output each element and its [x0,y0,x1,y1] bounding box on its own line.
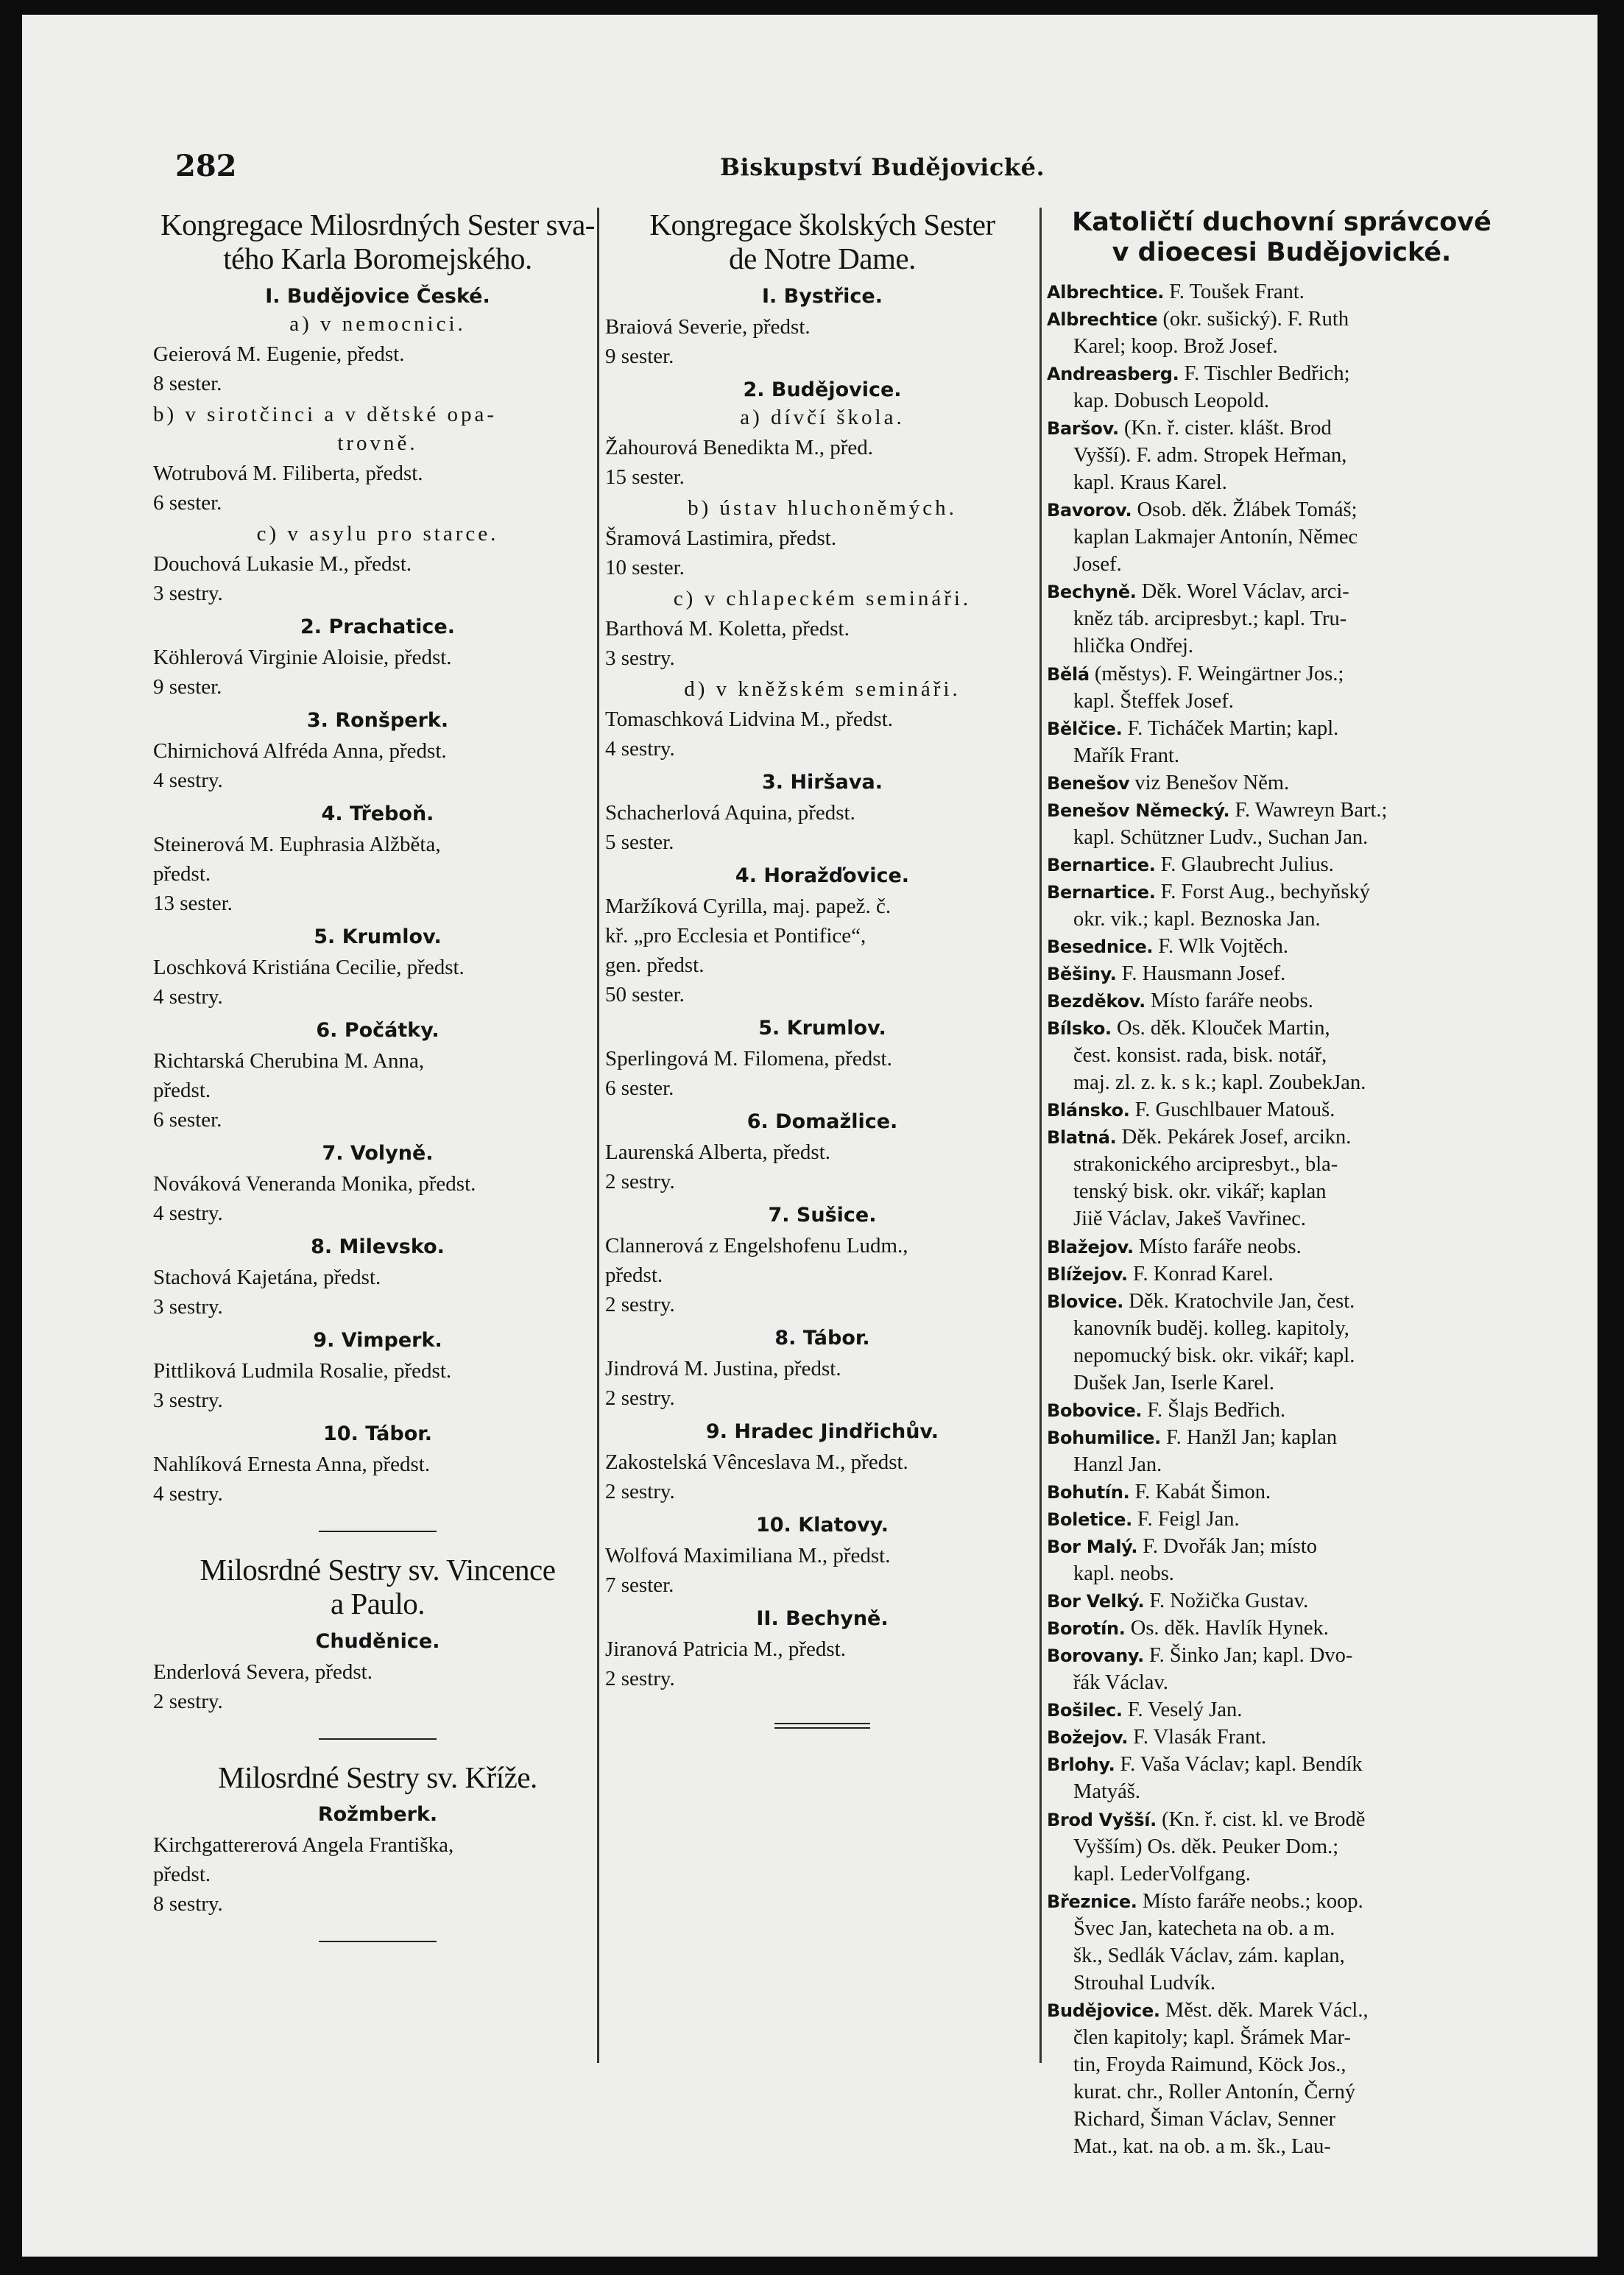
parish-entry [1047,1288,1517,1397]
text-line: 2 sestry. [605,1667,675,1691]
parish-name: Bílsko. [1047,1018,1112,1040]
entry-text: tenský bisk. okr. vikář; kaplan [1073,1180,1327,1204]
subsection-label: a) v nemocnici. [289,311,466,336]
entry-text: Strouhal Ludvík. [1073,1971,1216,1994]
text-line: Barthová M. Koletta, předst. [605,616,850,641]
text-line: 3 sestry. [153,1294,223,1319]
entry-text: kapl. Kraus Karel. [1073,471,1227,495]
entry-text: tin, Froyda Raimund, Köck Jos., [1073,2053,1346,2076]
entry-text: kapl. LederVolfgang. [1073,1862,1251,1886]
column-left [153,208,602,1963]
text-line: Jiranová Patricia M., předst. [605,1637,846,1662]
text-line: 2 sestry. [605,1480,675,1504]
text-line: 6 sester. [153,490,222,515]
parish-name: Blovice. [1047,1291,1124,1312]
text-line: 50 sester. [605,982,685,1006]
text-line: Schacherlová Aquina, předst. [605,800,855,825]
parish-name: Bezděkov. [1047,991,1145,1012]
text-line: Wotrubová M. Filiberta, předst. [153,461,423,485]
entry-text: okr. vik.; kapl. Beznoska Jan. [1073,907,1321,931]
text-line: předst. [153,861,211,886]
text-line: 4 sestry. [605,736,675,761]
parish-name: Bor Velký. [1047,1591,1145,1612]
text-line: Tomaschková Lidvina M., předst. [605,707,894,731]
section-heading: 6. Počátky. [316,1018,439,1042]
entry-text: Místo faráře neobs. [1138,1235,1302,1258]
text-line: Richtarská Cherubina M. Anna, [153,1048,425,1073]
subsection-label: a) dívčí škola. [740,405,905,429]
entry-text: F. Veselý Jan. [1127,1699,1243,1722]
parish-name: Bernartice. [1047,854,1156,875]
text-line: Chirnichová Alfréda Anna, předst. [153,738,447,763]
parish-entry [1047,1642,1517,1696]
entry-text: hlička Ondřej. [1073,635,1194,658]
text-line: Pittliková Ludmila Rosalie, předst. [153,1359,452,1383]
entry-text: Hanzl Jan. [1073,1453,1162,1476]
section-heading: Chuděnice. [315,1629,440,1653]
section-heading: 8. Tábor. [774,1327,870,1350]
subsection-label: b) ústav hluchoněmých. [688,495,957,520]
text-line: 2 sestry. [605,1169,675,1193]
text-line: 5 sester. [605,830,674,854]
parish-name: Bavorov. [1047,500,1132,521]
parish-entry [1047,1888,1517,1997]
end-rule [774,1723,870,1729]
parish-entry [1047,1615,1517,1642]
entry-text: čest. konsist. rada, bisk. notář, [1073,1044,1327,1068]
subsection-label: c) v asylu pro starce. [256,521,499,546]
parish-name: Borovany. [1047,1646,1144,1667]
column-right [1047,208,1517,2160]
text-line: 3 sestry. [605,646,675,670]
entry-text: Vyšším) Os. děk. Peuker Dom.; [1073,1835,1339,1858]
text-line: 2 sestry. [605,1386,675,1411]
text-line: Braiová Severie, předst. [605,314,811,339]
section-heading: 3. Hiršava. [762,770,883,794]
entry-text: F. Vaša Václav; kapl. Bendík [1120,1753,1363,1777]
section-heading: 7. Volyně. [322,1141,434,1165]
section-heading: I. Budějovice České. [265,284,490,308]
text-line: 3 sestry. [153,1389,223,1413]
section-heading: 5. Krumlov. [314,925,442,948]
text-line: 6 sester. [153,1107,222,1132]
entry-text: Richard, Šiman Václav, Senner [1073,2108,1336,2131]
parish-entry [1047,1696,1517,1724]
parish-entry [1047,1015,1517,1096]
congregation-title: Kongregace Milosrdných Sester sva- tého Karla Boromejského. [160,208,595,276]
entry-text: Josef. [1073,553,1122,576]
parish-entry [1047,360,1517,415]
entry-text: Děk. Pekárek Josef, arcikn. [1121,1126,1352,1149]
parish-name: Blažejov. [1047,1236,1134,1258]
entry-text: Děk. Kratochvile Jan, čest. [1129,1289,1355,1313]
parish-name: Březnice. [1047,1891,1137,1912]
running-title: Biskupství Budějovické. [720,153,1045,181]
parish-name: Andreasberg. [1047,364,1179,385]
section-heading: I. Bystřice. [761,284,883,308]
text-line: Nováková Veneranda Monika, předst. [153,1171,476,1196]
entry-text: F. Konrad Karel. [1132,1262,1274,1285]
parish-entry [1047,1397,1517,1424]
parish-entry [1047,415,1517,496]
parish-name: Bechyně. [1047,582,1137,603]
parish-entry [1047,1806,1517,1888]
text-line: Geierová M. Eugenie, předst. [153,342,405,366]
entry-text: člen kapitoly; kapl. Šrámek Mar- [1073,2025,1351,2049]
running-header [175,149,1132,193]
entry-text: řák Václav. [1073,1671,1168,1695]
text-line: 9 sester. [605,344,674,368]
parish-entry [1047,960,1517,987]
entry-text: kap. Dobusch Leopold. [1073,389,1269,413]
entry-text: Děk. Worel Václav, arci- [1141,580,1349,604]
text-line: Douchová Lukasie M., předst. [153,551,412,576]
parish-name: Budějovice. [1047,2000,1160,2021]
entry-text: (Kn. ř. cister. klášt. Brod [1123,417,1332,440]
parish-entry [1047,1724,1517,1751]
congregation-title: Milosrdné Sestry sv. Vincence a Paulo. [200,1553,556,1621]
text-line: 6 sester. [605,1076,674,1100]
entry-text: Místo faráře neobs.; koop. [1142,1889,1363,1913]
entry-text: F. Vlasák Frant. [1133,1726,1267,1749]
entry-text: F. Hanžl Jan; kaplan [1166,1425,1338,1449]
text-line: Wolfová Maximiliana M., předst. [605,1544,891,1568]
section-heading: 3. Ronšperk. [306,708,449,732]
text-line: 4 sestry. [153,768,223,792]
entry-text: (městys). F. Weingärtner Jos.; [1094,662,1344,685]
section-heading: 9. Vimperk. [313,1329,442,1352]
section-heading: 4. Třeboň. [321,802,434,825]
entry-text: F. Feigl Jan. [1137,1507,1240,1531]
parish-name: Brlohy. [1047,1754,1115,1776]
entry-text: kanovník buděj. kolleg. kapitoly, [1073,1316,1349,1340]
parish-name: Blatná. [1047,1127,1117,1149]
section-heading: 2. Budějovice. [743,378,902,401]
text-line: 3 sestry. [153,581,223,605]
entry-text: Vyšší). F. adm. Stropek Heřman, [1073,444,1347,468]
parish-entry [1047,1997,1517,2160]
subsection-label: c) v chlapeckém semináři. [673,586,972,610]
section-divider [319,1531,437,1532]
subsection-label: trovně. [337,431,418,455]
parish-name: Bělá [1047,663,1090,685]
entry-text: F. Kabát Šimon. [1134,1480,1271,1503]
text-line: Laurenská Alberta, předst. [605,1140,831,1164]
entry-text: Švec Jan, katecheta na ob. a m. [1073,1916,1335,1940]
entry-text: strakonického arcipresbyt., bla- [1073,1153,1338,1177]
entry-text: kurat. chr., Roller Antonín, Černý [1073,2080,1356,2103]
text-line: Maržíková Cyrilla, maj. papež. č. [605,894,892,918]
section-heading: 5. Krumlov. [758,1016,886,1040]
entry-text: kněz táb. arcipresbyt.; kapl. Tru- [1073,607,1347,631]
subsection-label: d) v kněžském semináři. [684,677,961,701]
section-heading: 10. Klatovy. [755,1514,889,1537]
entry-text: F. Tischler Bedřich; [1184,362,1350,386]
text-line: předst. [153,1078,211,1102]
parish-entry [1047,660,1517,715]
entry-text: (Kn. ř. cist. kl. ve Brodě [1162,1807,1366,1831]
entry-text: viz Benešov Něm. [1134,771,1290,794]
parish-entry [1047,1478,1517,1506]
parish-entry [1047,878,1517,933]
parish-entry [1047,1124,1517,1232]
section-heading: 4. Horažďovice. [735,864,910,887]
entry-text: F. Šlajs Bedřich. [1147,1398,1286,1422]
section-heading: 7. Sušice. [768,1203,877,1227]
text-line: gen. předst. [605,953,705,977]
parish-name: Bohutín. [1047,1481,1130,1503]
entry-text: F. Forst Aug., bechyňský [1160,880,1370,903]
text-line: 7 sester. [605,1573,674,1598]
text-line: Jindrová M. Justina, předst. [605,1357,841,1381]
parish-entry [1047,306,1517,360]
entry-text: Mat., kat. na ob. a m. šk., Lau- [1073,2135,1331,2159]
section-heading: Rožmberk. [317,1803,438,1827]
text-line: 15 sester. [605,465,685,489]
parish-name: Baršov. [1047,418,1119,440]
parish-entry [1047,496,1517,578]
section-heading: 6. Domažlice. [746,1110,898,1133]
entry-text: F. Guschlbauer Matouš. [1134,1098,1335,1122]
text-line: Zakostelská Vênceslava M., předst. [605,1450,908,1475]
entry-text: F. Toušek Frant. [1169,280,1305,303]
text-line: 8 sester. [153,371,222,395]
parish-name: Blížejov. [1047,1263,1128,1285]
parish-name: Bohumilice. [1047,1427,1161,1448]
column-middle [605,208,1039,1729]
parish-entry [1047,987,1517,1015]
text-line: Sperlingová M. Filomena, předst. [605,1046,892,1071]
parish-name: Božejov. [1047,1727,1129,1749]
entry-text: Měst. děk. Marek Václ., [1165,1998,1369,2022]
parish-entry [1047,578,1517,660]
text-line: Žahourová Benedikta M., před. [605,435,874,459]
entry-text: F. Šinko Jan; kapl. Dvo- [1149,1644,1353,1668]
parish-name: Bělčice. [1047,718,1123,739]
parish-entry [1047,769,1517,797]
parish-entry [1047,1533,1517,1587]
section-divider [319,1738,437,1740]
parish-name: Blánsko. [1047,1100,1130,1121]
parish-entry [1047,1233,1517,1260]
text-line: Nahlíková Ernesta Anna, předst. [153,1453,431,1477]
text-line: předst. [605,1263,663,1287]
parish-entry [1047,278,1517,306]
entry-text: kaplan Lakmajer Antonín, Němec [1073,526,1358,549]
section-heading: 10. Tábor. [323,1422,432,1446]
text-line: Enderlová Severa, předst. [153,1659,373,1684]
entry-text: maj. zl. z. k. s k.; kapl. ZoubekJan. [1073,1071,1366,1095]
parish-name: Bošilec. [1047,1700,1123,1721]
parish-name: Besednice. [1047,937,1154,957]
parish-entry [1047,1751,1517,1805]
parish-entry [1047,1424,1517,1478]
directory-title: Katoličtí duchovní správcové v dioecesi Budějovické. [1072,208,1491,267]
parish-name: Boletice. [1047,1509,1132,1530]
text-line: Steinerová M. Euphrasia Alžběta, [153,832,441,856]
entry-text: šk., Sedlák Václav, zám. kaplan, [1073,1944,1345,1967]
entry-text: F. Ticháček Martin; kapl. [1127,716,1339,740]
entry-text: Karel; koop. Brož Josef. [1073,334,1278,358]
entry-text: nepomucký bisk. okr. vikář; kapl. [1073,1344,1355,1367]
entry-text: Osob. děk. Žlábek Tomáš; [1137,498,1358,522]
parish-name: Benešov [1047,772,1130,794]
entry-text: F. Dvořák Jan; místo [1143,1535,1318,1559]
section-divider [319,1941,437,1942]
parish-name: Brod Vyšší. [1047,1809,1157,1830]
entry-text: Os. děk. Klouček Martin, [1116,1017,1330,1040]
page-number: 282 [175,149,237,183]
parish-entry [1047,1260,1517,1288]
section-heading: 9. Hradec Jindřichův. [705,1420,939,1444]
entry-text: Jiiě Václav, Jakeš Vavřinec. [1073,1207,1307,1231]
entry-text: F. Wlk Vojtěch. [1158,935,1289,958]
text-line: Šramová Lastimira, předst. [605,526,837,550]
entry-text: (okr. sušický). F. Ruth [1162,307,1349,331]
text-line: Köhlerová Virginie Aloisie, předst. [153,645,452,669]
text-line: 10 sester. [605,555,685,579]
parish-entry [1047,1587,1517,1615]
text-line: Loschková Kristiána Cecilie, předst. [153,955,465,979]
parish-name: Albrechtice. [1047,281,1165,303]
parish-entry [1047,715,1517,769]
section-heading: II. Bechyně. [756,1607,889,1631]
parish-name: Albrechtice [1047,308,1158,330]
text-line: předst. [153,1863,211,1887]
text-line: 2 sestry. [605,1293,675,1316]
parish-name: Benešov Německý. [1047,800,1230,821]
entry-text: F. Hausmann Josef. [1121,962,1286,986]
parish-entry [1047,797,1517,851]
entry-text: Matyáš. [1073,1780,1141,1804]
parish-entry [1047,933,1517,960]
text-line: Clannerová z Engelshofenu Ludm., [605,1233,908,1258]
text-line: 4 sestry. [153,1482,223,1506]
entry-text: kapl. neobs. [1073,1562,1174,1586]
entry-text: F. Wawreyn Bart.; [1235,798,1388,822]
parish-name: Běšiny. [1047,964,1117,985]
entry-text: kapl. Šteffek Josef. [1073,689,1234,713]
text-line: Kirchgattererová Angela Františka, [153,1833,454,1858]
text-line: 9 sester. [153,674,222,699]
parish-name: Bernartice. [1047,881,1156,903]
entry-text: kapl. Schützner Ludv., Suchan Jan. [1073,825,1369,849]
subsection-label: b) v sirotčinci a v dětské opa- [153,402,498,426]
entry-text: Místo faráře neobs. [1151,990,1313,1013]
congregation-title: Milosrdné Sestry sv. Kříže. [218,1760,537,1794]
parish-entry [1047,851,1517,878]
section-heading: 8. Milevsko. [311,1235,445,1258]
parish-entry [1047,1096,1517,1124]
entry-text: F. Nožička Gustav. [1149,1590,1309,1613]
entry-text: Mařík Frant. [1073,744,1180,767]
congregation-title: Kongregace školských Sester de Notre Dame. [649,208,995,276]
parish-entry [1047,1506,1517,1533]
parish-name: Bor Malý. [1047,1537,1138,1558]
column-rule [1039,208,1042,2063]
section-heading: 2. Prachatice. [300,615,455,638]
entry-text: Os. děk. Havlík Hynek. [1130,1617,1329,1640]
parish-name: Bobovice. [1047,1400,1143,1421]
entry-text: F. Glaubrecht Julius. [1160,853,1334,876]
parish-name: Borotín. [1047,1618,1126,1640]
text-line: 13 sester. [153,891,233,915]
text-line: 2 sestry. [153,1689,223,1713]
text-line: kř. „pro Ecclesia et Pontifice“, [605,923,866,948]
text-line: Stachová Kajetána, předst. [153,1265,381,1289]
text-line: 8 sestry. [153,1892,223,1916]
parish-directory [1047,278,1517,2160]
text-line: 4 sestry. [153,984,223,1009]
entry-text: Dušek Jan, Iserle Karel. [1073,1371,1275,1394]
text-line: 4 sestry. [153,1201,223,1225]
